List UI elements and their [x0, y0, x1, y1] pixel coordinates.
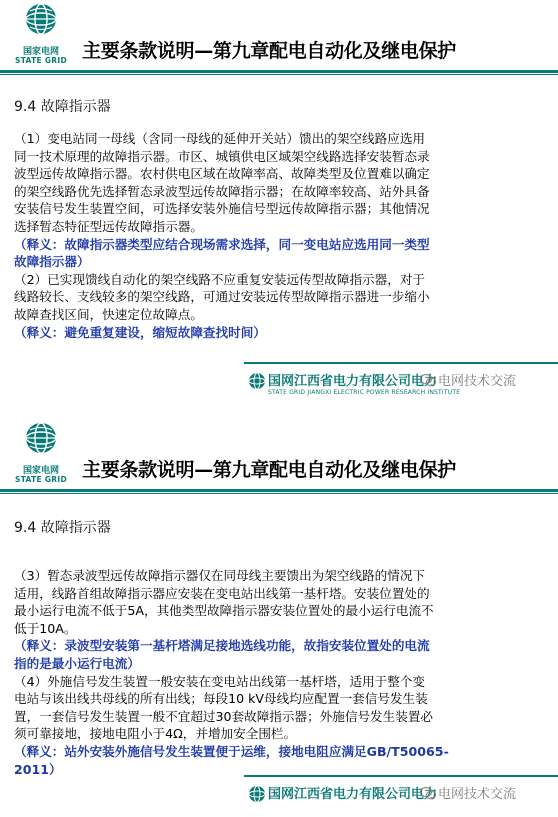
body-line: （4）外施信号发生装置一般安装在变电站出线第一基杆塔，适用于整个变	[14, 673, 426, 689]
body-line: 波型远传故障指示器。农村供电区域在故障率高、故障类型及位置难以确定	[14, 166, 430, 182]
section-heading: 9.4 故障指示器	[14, 99, 111, 115]
header-divider	[0, 70, 558, 73]
slide-1	[0, 0, 558, 404]
header-divider-thin	[0, 493, 558, 494]
body-line: （2）已实现馈线自动化的架空线路不应重复安装远传型故障指示器，对于	[14, 271, 426, 287]
slide-footer	[0, 775, 558, 817]
body-line: （释义：故障指示器类型应结合现场需求选择，同一变电站应选用同一类型	[14, 236, 430, 252]
body-line: （释义：录波型安装第一基杆塔满足接地选线功能，故指安装位置处的电流	[14, 638, 430, 654]
slide-body	[14, 567, 548, 778]
body-line: 故障指示器）	[14, 254, 90, 270]
body-line: 置，一套信号发生装置一般不宜超过30套故障指示器；外施信号发生装置必	[14, 708, 434, 724]
state-grid-icon	[248, 785, 266, 803]
body-line: 线路较长、支线较多的架空线路，可通过安装远传型故障指示器进一步缩小	[14, 289, 430, 305]
body-line: （1）变电站同一母线（含同一母线的延伸开关站）馈出的架空线路应选用	[14, 131, 426, 146]
wechat-icon	[420, 373, 436, 387]
slide-title: 主要条款说明—第九章配电自动化及继电保护	[82, 459, 457, 481]
footer-company: 国网江西省电力有限公司电力	[268, 787, 438, 802]
section-heading: 9.4 故障指示器	[14, 520, 111, 536]
footer-divider	[244, 775, 558, 777]
state-grid-logo	[6, 421, 76, 489]
body-line: 须可靠接地，接地电阻小于4Ω，并增加安全围栏。	[14, 726, 297, 742]
state-grid-logo	[6, 2, 76, 70]
body-line: 2011）	[14, 761, 62, 777]
slide-gap	[0, 404, 558, 419]
body-line: 的架空线路优先选择暂态录波型远传故障指示器；在故障率较高、站外具备	[14, 183, 430, 199]
body-line: （3）暂态录波型远传故障指示器仅在同母线主要馈出为架空线路的情况下	[14, 568, 426, 583]
logo-text-en: STATE GRID	[15, 56, 67, 65]
logo-text-cn: 国家电网	[22, 47, 59, 57]
globe-icon	[24, 421, 58, 459]
slide-header	[0, 419, 558, 495]
wechat-icon	[420, 786, 436, 800]
footer-company-en: STATE GRID JIANGXI ELECTRIC POWER RESEARCH INSTITUTE	[268, 389, 461, 396]
body-line: 适用，线路首组故障指示器应安装在变电站出线第一基杆塔。安装位置处的	[14, 585, 430, 601]
body-line: 电站与该出线共母线的所有出线；每段10 kV母线均应配置一套信号发生装	[14, 691, 428, 707]
body-line: 最小运行电流不低于5A，其他类型故障指示器安装位置处的最小运行电流不	[14, 603, 434, 619]
body-line: 同一技术原理的故障指示器。市区、城镇供电区域架空线路选择安装暂态录	[14, 148, 430, 164]
body-line: 故障查找区间，快速定位故障点。	[14, 306, 203, 322]
slide-2	[0, 419, 558, 817]
logo-text-en: STATE GRID	[15, 475, 67, 484]
globe-icon	[24, 2, 58, 40]
body-line: 指的是最小运行电流）	[14, 655, 140, 671]
state-grid-icon	[248, 372, 266, 390]
footer-company: 国网江西省电力有限公司电力	[268, 374, 438, 389]
slide-header	[0, 0, 558, 76]
watermark-text: 电网技术交流	[438, 374, 517, 389]
header-divider	[0, 489, 558, 492]
slide-footer	[0, 362, 558, 404]
watermark	[420, 783, 516, 802]
slide-body	[14, 130, 548, 341]
body-line: 选择暂态特征型远传故障指示器。	[14, 218, 203, 234]
body-line: 低于10A。	[14, 620, 77, 636]
body-line: （释义：避免重复建设，缩短故障查找时间）	[14, 324, 266, 340]
slide-title: 主要条款说明—第九章配电自动化及继电保护	[82, 40, 457, 62]
footer-divider	[244, 362, 558, 364]
watermark	[420, 370, 516, 389]
logo-text-cn: 国家电网	[22, 466, 59, 476]
watermark-text: 电网技术交流	[438, 787, 517, 802]
header-divider-thin	[0, 74, 558, 75]
body-line: （释义：站外安装外施信号发生装置便于运维，接地电阻应满足GB/T50065-	[14, 743, 449, 759]
body-line: 安装信号发生装置空间，可选择安装外施信号型远传故障指示器；其他情况	[14, 201, 430, 217]
